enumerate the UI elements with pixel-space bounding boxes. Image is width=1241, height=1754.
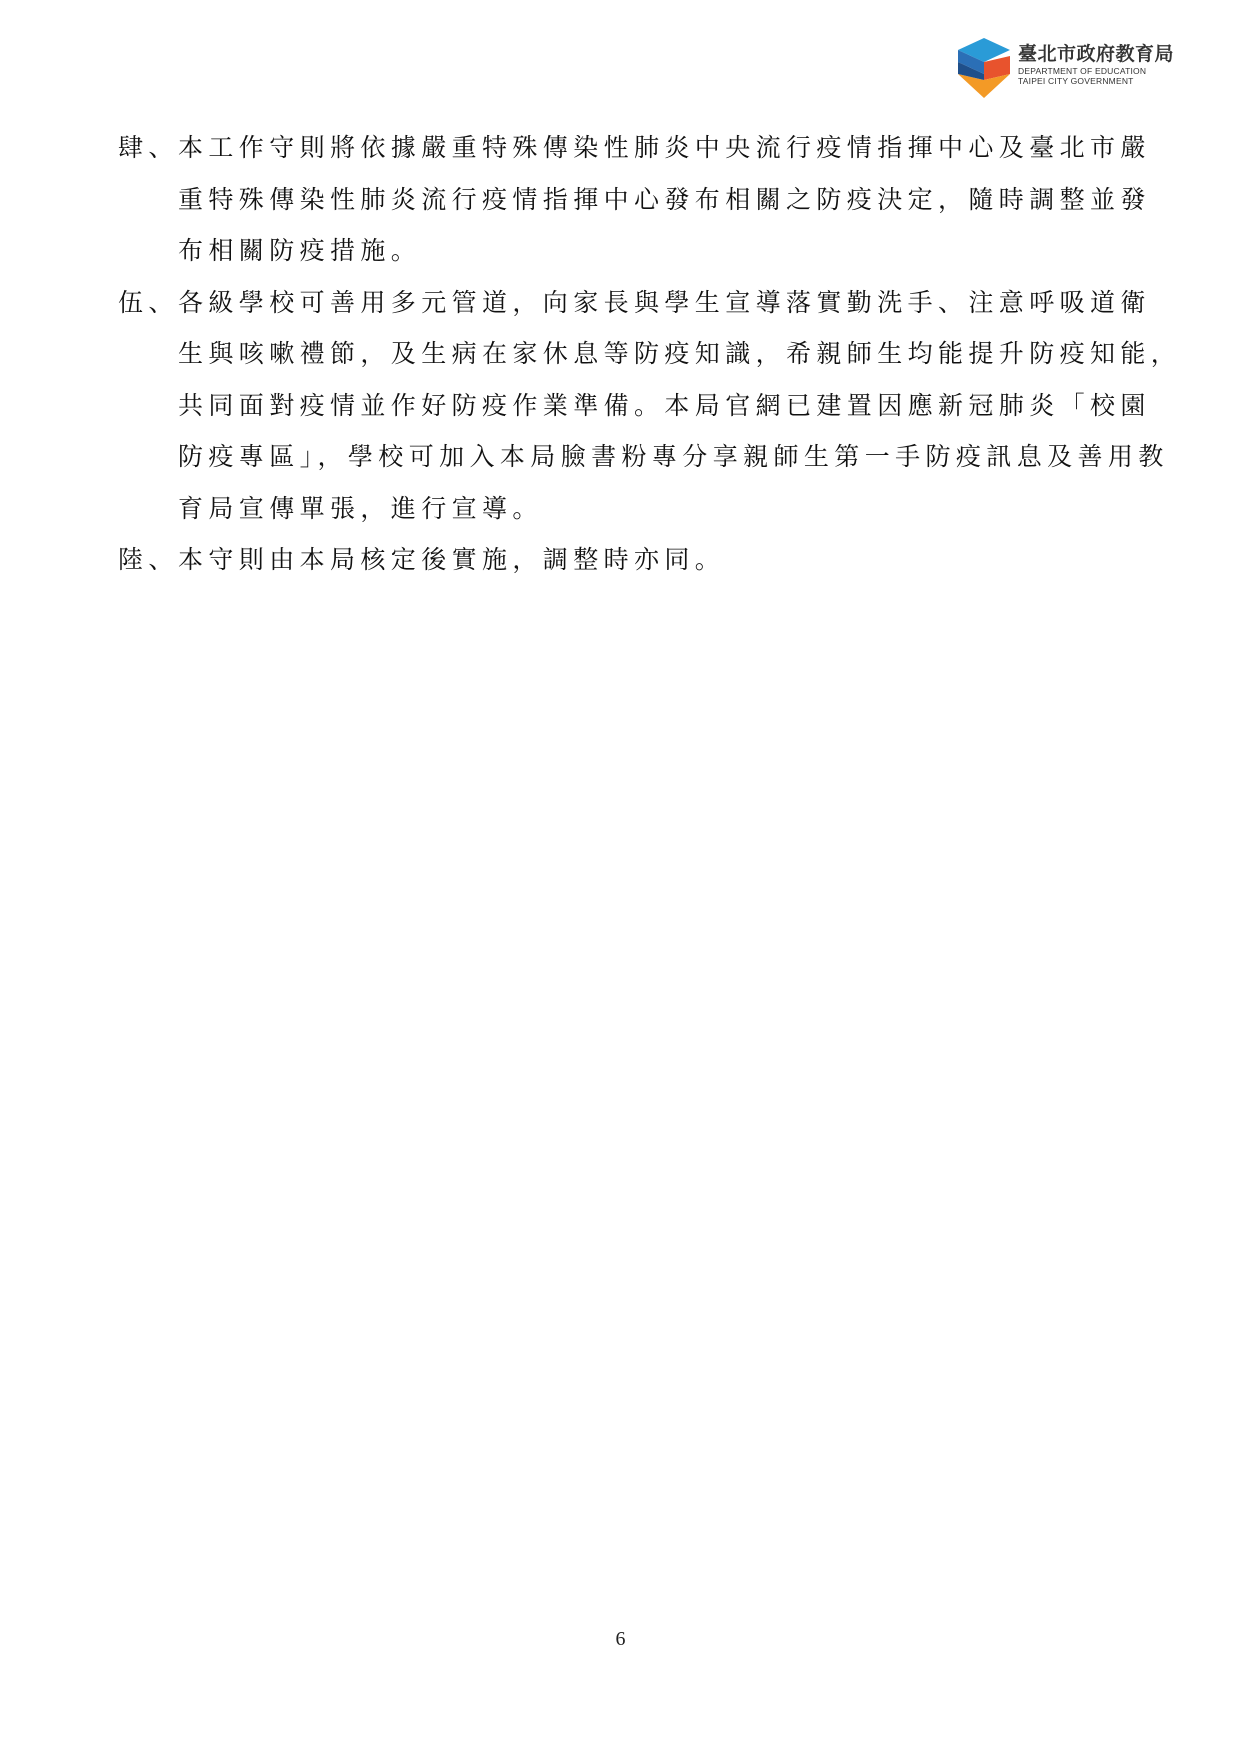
list-item-4	[118, 122, 1168, 277]
list-item-6	[118, 534, 1168, 586]
text-line: 本守則由本局核定後實施，調整時亦同。	[178, 545, 726, 574]
logo-text-block	[1018, 42, 1208, 86]
text-line: 布相關防疫措施。	[178, 236, 422, 265]
logo-name-en-line1: DEPARTMENT OF EDUCATION	[1018, 66, 1147, 76]
item-text	[178, 534, 1168, 586]
text-line: 育局宣傳單張，進行宣導。	[178, 493, 543, 523]
text-line: 防疫專區」，學校可加入本局臉書粉專分享親師生第一手防疫訊息及善用教	[178, 442, 1169, 471]
text-line: 重特殊傳染性肺炎流行疫情指揮中心發布相關之防疫決定，隨時調整並發	[178, 184, 1151, 214]
item-text	[178, 122, 1168, 277]
text-line: 共同面對疫情並作好防疫作業準備。本局官網已建置因應新冠肺炎「校園	[178, 390, 1151, 420]
text-line: 本工作守則將依據嚴重特殊傳染性肺炎中央流行疫情指揮中心及臺北市嚴	[178, 133, 1151, 162]
list-item-5	[118, 277, 1182, 535]
item-text	[178, 277, 1182, 535]
page-number: 6	[615, 1628, 626, 1650]
document-body	[118, 122, 1182, 586]
item-marker: 陸、	[118, 545, 179, 574]
item-marker: 肆、	[118, 133, 179, 162]
logo-name-en-line2: TAIPEI CITY GOVERNMENT	[1018, 76, 1134, 86]
item-marker: 伍、	[118, 287, 179, 317]
text-line: 各級學校可善用多元管道，向家長與學生宣導落實勤洗手、注意呼吸道衛	[178, 287, 1151, 317]
text-line: 生與咳嗽禮節，及生病在家休息等防疫知識，希親師生均能提升防疫知能，	[178, 339, 1182, 368]
logo-name-zh: 臺北市政府教育局	[1018, 43, 1175, 65]
taipei-education-logo-icon	[958, 38, 1010, 98]
department-logo	[958, 38, 1208, 102]
